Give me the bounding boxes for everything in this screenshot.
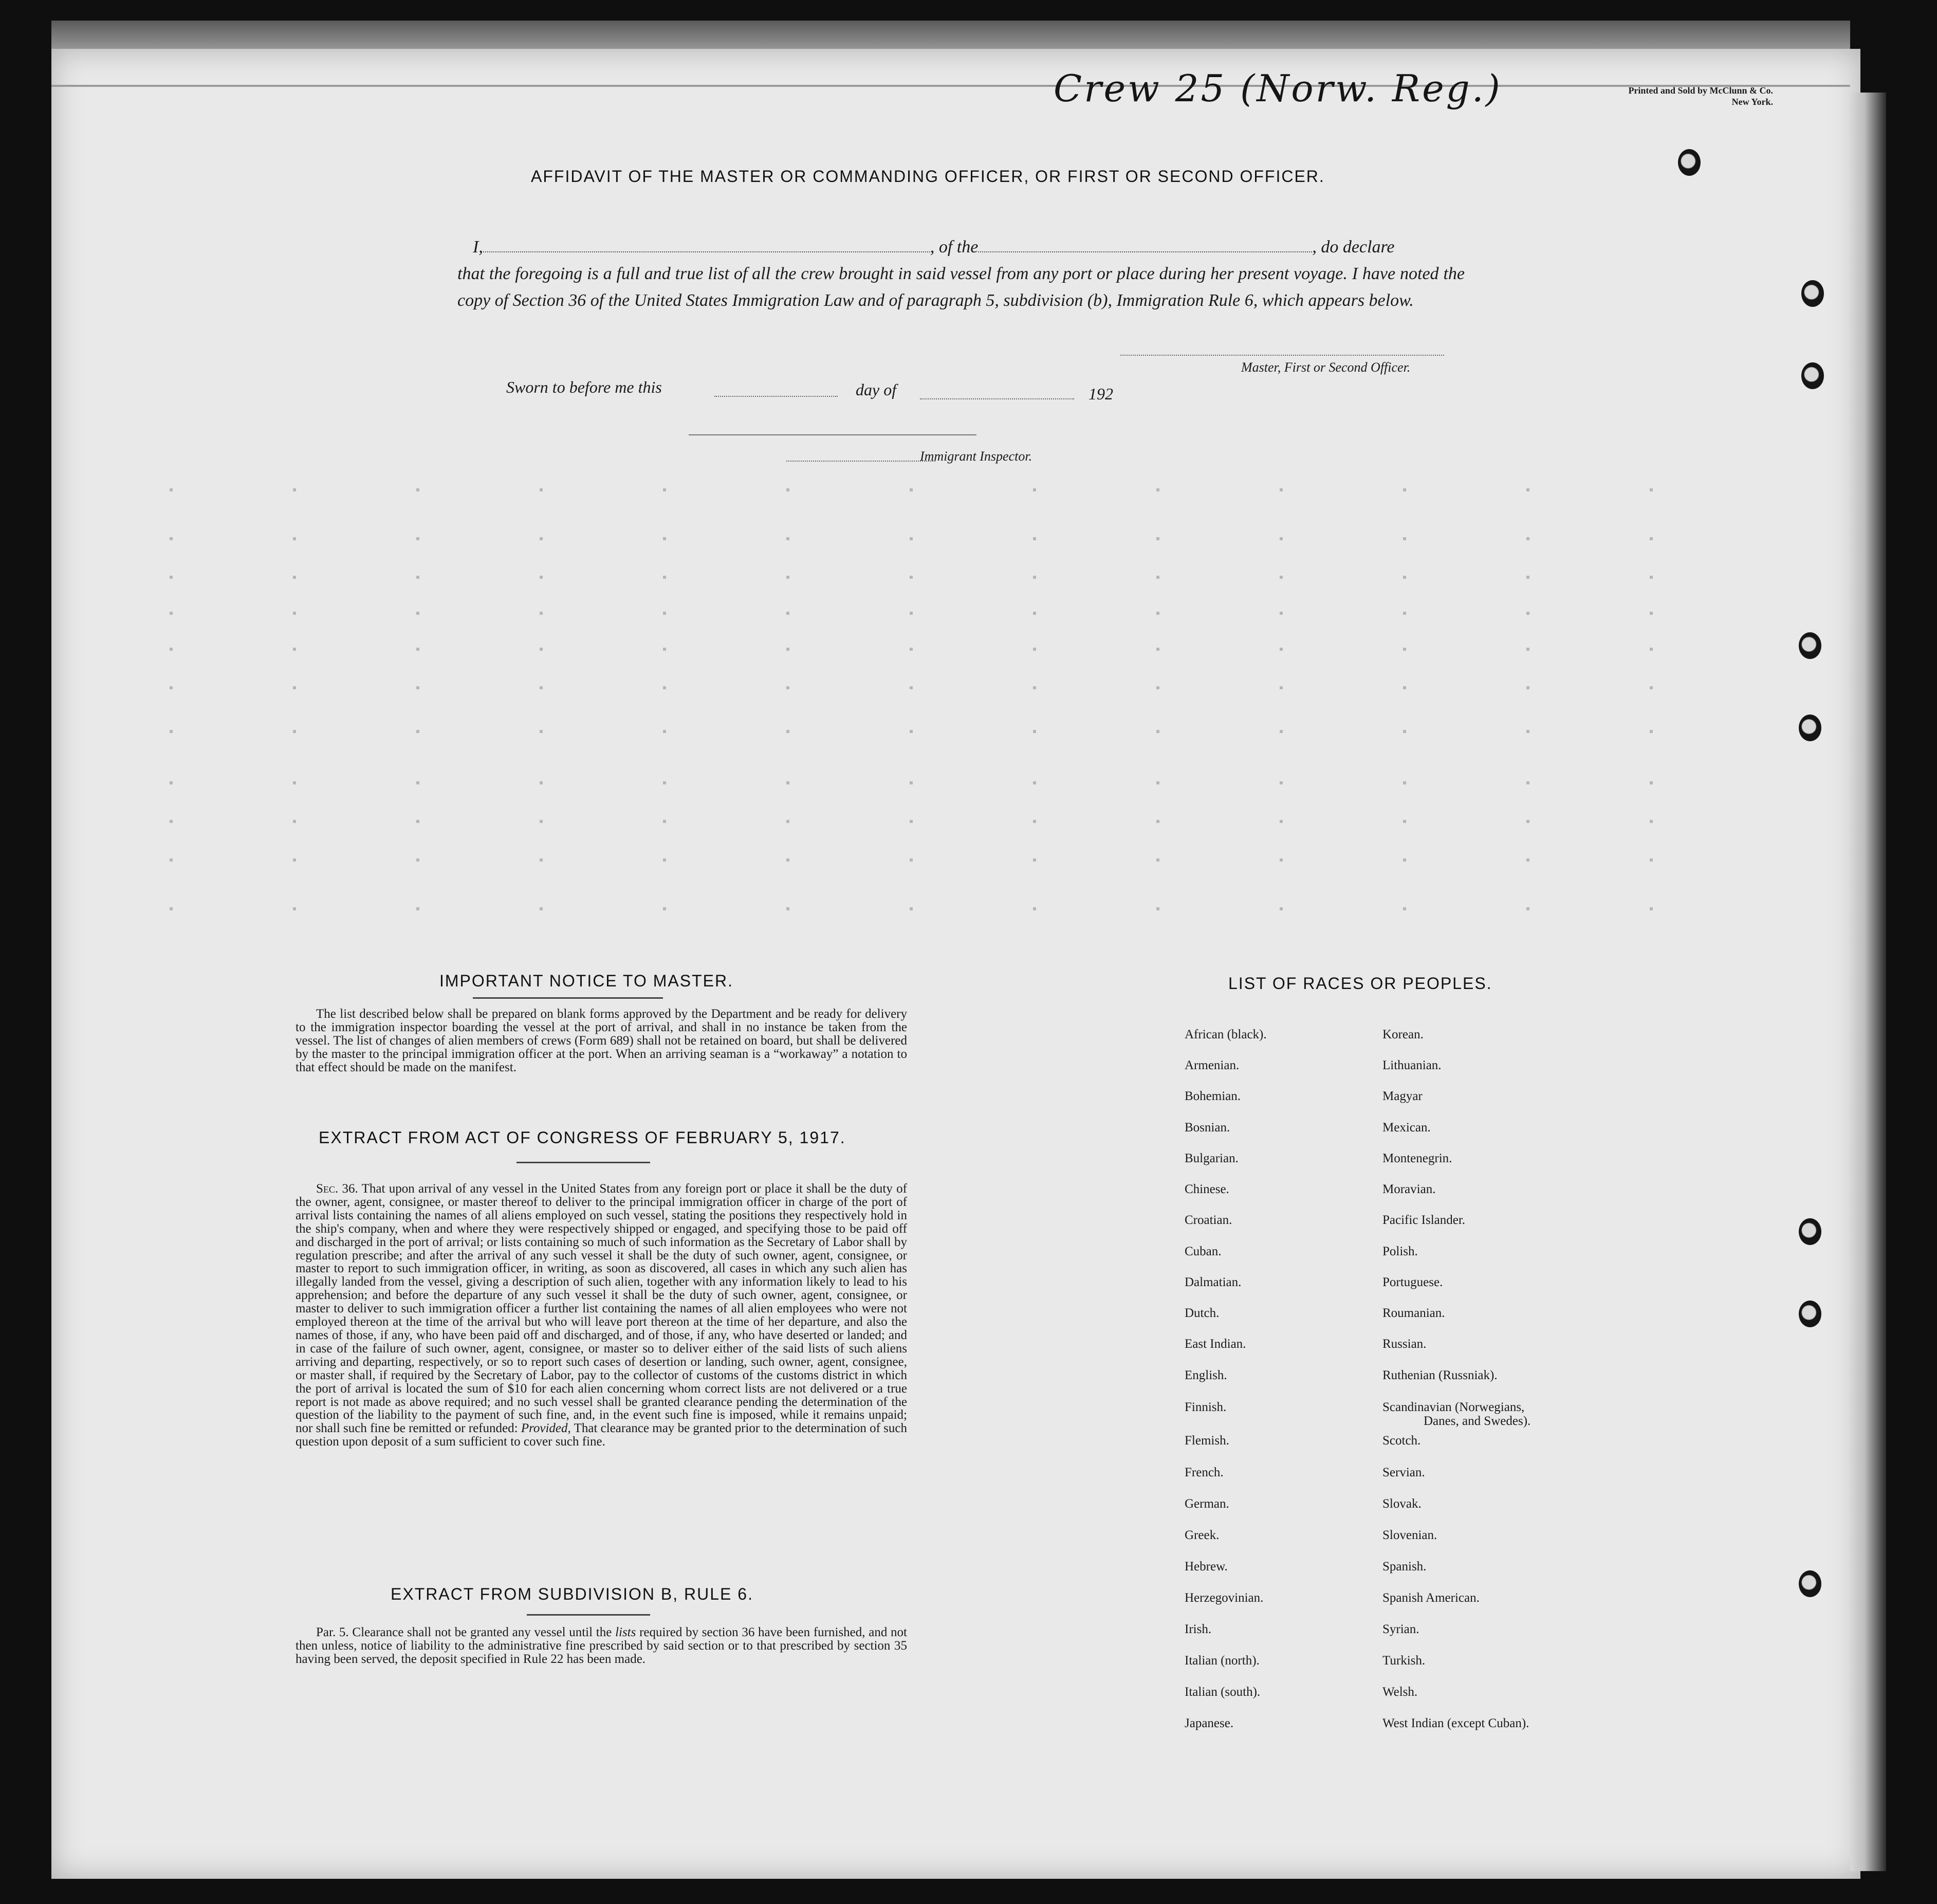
month-blank xyxy=(920,398,1074,399)
title-rule xyxy=(473,997,663,999)
name-blank xyxy=(483,241,930,252)
vessel-blank xyxy=(978,241,1312,252)
race-item: West Indian (except Cuban). xyxy=(1382,1716,1529,1730)
race-item: Roumanian. xyxy=(1382,1306,1445,1320)
binding-hole xyxy=(1799,632,1821,659)
paragraph-number: Par. 5. xyxy=(316,1625,349,1639)
notice-title: IMPORTANT NOTICE TO MASTER. xyxy=(439,972,733,990)
binding-hole xyxy=(1801,362,1824,389)
manifest-page xyxy=(51,49,1860,1879)
bleed-through-row xyxy=(170,781,1763,784)
race-item: Portuguese. xyxy=(1382,1275,1443,1289)
race-item: East Indian. xyxy=(1185,1337,1246,1351)
bleed-through-row xyxy=(170,576,1763,579)
rule-extract-body xyxy=(296,1626,907,1666)
bleed-through-row xyxy=(170,858,1763,862)
affidavit-do-declare: , do declare xyxy=(1312,237,1395,257)
race-item: Syrian. xyxy=(1382,1622,1419,1636)
race-item: Bulgarian. xyxy=(1185,1151,1239,1165)
races-title: LIST OF RACES OR PEOPLES. xyxy=(1228,974,1492,993)
race-item: Turkish. xyxy=(1382,1654,1426,1668)
race-item: Russian. xyxy=(1382,1337,1427,1351)
act-extract-body xyxy=(296,1182,907,1449)
race-item: Bosnian. xyxy=(1185,1121,1230,1134)
lists-word: lists xyxy=(615,1625,636,1639)
bleed-through-row xyxy=(170,488,1763,491)
race-item: Croatian. xyxy=(1185,1213,1232,1227)
sworn-label: Sworn to before me this xyxy=(506,378,662,396)
notice-body xyxy=(296,1008,907,1074)
race-item: Chinese. xyxy=(1185,1182,1229,1196)
affidavit-of-the: , of the xyxy=(930,237,979,257)
race-item: Spanish American. xyxy=(1382,1591,1480,1605)
master-label: Master, First or Second Officer. xyxy=(1241,360,1411,375)
race-item: Servian. xyxy=(1382,1466,1425,1479)
race-item: African (black). xyxy=(1185,1028,1267,1041)
title-rule xyxy=(516,1162,650,1163)
race-item: Ruthenian (Russniak). xyxy=(1382,1368,1498,1382)
race-item: Herzegovinian. xyxy=(1185,1591,1264,1605)
bleed-through-row xyxy=(170,686,1763,689)
affidavit-title: AFFIDAVIT OF THE MASTER OR COMMANDING OFFICER, OR FIRST OR SECOND OFFICER. xyxy=(531,167,1325,186)
race-item: Irish. xyxy=(1185,1622,1212,1636)
title-rule xyxy=(527,1614,650,1616)
binding-hole xyxy=(1799,715,1821,741)
race-item: Armenian. xyxy=(1185,1058,1240,1072)
inspector-label: Immigrant Inspector. xyxy=(920,449,1032,464)
rule-extract-title: EXTRACT FROM SUBDIVISION B, RULE 6. xyxy=(391,1585,753,1603)
rule-text-b: required by section 36 have been furnished, and not then unless, notice of liability to the administrative fine prescribed by said section or to that prescribed by section 35 having been served, the deposit specified in Rule 22 has been made. xyxy=(296,1625,908,1666)
affidavit-text: that the foregoing is a full and true list of all the crew brought in said vessel from any port or place during her present voyage. I have noted the copy of Section 36 of the United States Immigration Law and of paragraph 5, subdivision (b), Immigration Rule 6, which appears below. xyxy=(457,264,1465,310)
race-item: Bohemian. xyxy=(1185,1089,1241,1103)
printer-imprint xyxy=(1619,85,1773,107)
binding-hole xyxy=(1799,1301,1821,1327)
race-item: English. xyxy=(1185,1368,1227,1382)
race-item: Greek. xyxy=(1185,1528,1220,1542)
bleed-through-row xyxy=(170,612,1763,615)
act-extract-text xyxy=(296,1182,907,1449)
race-item: French. xyxy=(1185,1466,1224,1479)
race-item: Korean. xyxy=(1382,1028,1424,1041)
race-item: Italian (north). xyxy=(1185,1654,1260,1668)
binding-hole xyxy=(1799,1218,1821,1245)
affidavit-declaration-line xyxy=(457,234,1465,261)
handwritten-crew-note: Crew 25 (Norw. Reg.) xyxy=(1054,67,1502,110)
rule-extract-text xyxy=(296,1626,907,1666)
race-item: Dalmatian. xyxy=(1185,1275,1242,1289)
rule-text-a: Clearance shall not be granted any vessel until the xyxy=(352,1625,612,1639)
race-item: Dutch. xyxy=(1185,1306,1220,1320)
race-item: Scotch. xyxy=(1382,1434,1421,1448)
race-item: Scandinavian (Norwegians, xyxy=(1382,1400,1525,1414)
race-item: Italian (south). xyxy=(1185,1685,1261,1699)
race-item: Spanish. xyxy=(1382,1560,1427,1573)
inspector-signature-line xyxy=(786,461,935,462)
page-edge xyxy=(1850,93,1886,1871)
race-item: Magyar xyxy=(1382,1089,1423,1103)
bleed-through-row xyxy=(170,730,1763,733)
page-crease xyxy=(51,85,1850,87)
race-item: Lithuanian. xyxy=(1382,1058,1442,1072)
race-item: Montenegrin. xyxy=(1382,1151,1452,1165)
notice-text: The list described below shall be prepared on blank forms approved by the Department and be ready for delivery to the immigration inspector boarding the vessel at the port of arrival, and shall in no instance be taken from the vessel. The list of changes of alien members of crews (Form 689) shall not be retained on board, but shall be delivered by the master to the principal immigration officer at the port. When an arriving seaman is a “workaway” a notation to that effect should be made on the manifest. xyxy=(296,1007,907,1074)
affidavit-i: I, xyxy=(473,237,483,257)
binding-hole xyxy=(1801,280,1824,307)
section-text-end: That clearance may be granted prior to the determination of such question upon deposit of a sum sufficient to cover such fine. xyxy=(296,1421,907,1449)
race-item: Flemish. xyxy=(1185,1434,1229,1448)
day-of-label: day of xyxy=(856,380,897,399)
bleed-through-row xyxy=(170,537,1763,540)
race-item: Welsh. xyxy=(1382,1685,1418,1699)
race-item: German. xyxy=(1185,1497,1229,1511)
race-item-continued: Danes, and Swedes). xyxy=(1424,1414,1531,1428)
section-number: Sec. 36. xyxy=(316,1182,358,1196)
act-extract-title: EXTRACT FROM ACT OF CONGRESS OF FEBRUARY 5, 1917. xyxy=(319,1128,846,1147)
race-item: Mexican. xyxy=(1382,1121,1431,1134)
section-text: That upon arrival of any vessel in the United States from any foreign port or place it shall be the duty of the owner, agent, consignee, or master thereof to deliver to the principal immigration officer in charge of the port of arrival lists containing the names of all aliens employed on such vessel, stating the positions they respectively hold in the ship's company, when and where they were respectively shipped or engaged, and specifying those to be paid off and discharged in the port of arrival; or lists containing so much of such information as the Secretary of Labor shall by regulation prescribe; and after the arrival of any such vessel it shall be the duty of such owner, agent, consignee, or master to report to such immigration officer, in writing, as soon as discovered, all cases in which any such alien has illegally landed from the vessel, giving a description of such alien, together with any information likely to lead to his apprehension; and before the departure of any such vessel it shall be the duty of such owner, agent, consignee, or master to deliver to such immigration officer a further list containing the names of all alien employees who were not employed thereon at the time of the arrival but who will leave port thereon at the time of her departure, and also the names of those, if any, who have been paid off and discharged, and of those, if any, who have deserted or landed; and in case of the failure of such owner, agent, consignee, or master so to deliver either of the said lists of such aliens arriving and departing, respectively, or so to report such cases of desertion or landing, such owner, agent, consignee, or master shall, if required by the Secretary of Labor, pay to the collector of customs of the customs district in which the port of arrival is located the sum of $10 for each alien concerning whom correct lists are not delivered or a true report is not made as above required; and no such vessel shall be granted clearance pending the determination of the question of the liability to the payment of such fine, and, in the event such fine is imposed, while it remains unpaid; nor shall such fine be remitted or refunded: xyxy=(296,1182,907,1436)
bleed-through-row xyxy=(170,648,1763,651)
race-item: Pacific Islander. xyxy=(1382,1213,1466,1227)
master-signature-line xyxy=(1120,355,1444,356)
binding-hole xyxy=(1799,1570,1821,1597)
printer-city: New York. xyxy=(1731,97,1773,107)
race-item: Polish. xyxy=(1382,1244,1418,1258)
race-item: Cuban. xyxy=(1185,1244,1222,1258)
year-label: 192 xyxy=(1089,385,1113,403)
binder-top-strip xyxy=(51,21,1850,51)
printer-line: Printed and Sold by McClunn & Co. xyxy=(1628,85,1773,96)
binding-hole xyxy=(1678,149,1701,176)
divider-rule xyxy=(689,434,976,435)
bleed-through-row xyxy=(170,907,1763,910)
provided-word: Provided, xyxy=(521,1421,571,1436)
race-item: Hebrew. xyxy=(1185,1560,1228,1573)
race-item: Japanese. xyxy=(1185,1716,1234,1730)
race-item: Slovenian. xyxy=(1382,1528,1437,1542)
bleed-through-row xyxy=(170,820,1763,823)
race-item: Moravian. xyxy=(1382,1182,1436,1196)
affidavit-body xyxy=(457,234,1465,314)
day-blank xyxy=(714,396,838,397)
race-item: Slovak. xyxy=(1382,1497,1422,1511)
race-item: Finnish. xyxy=(1185,1400,1227,1414)
